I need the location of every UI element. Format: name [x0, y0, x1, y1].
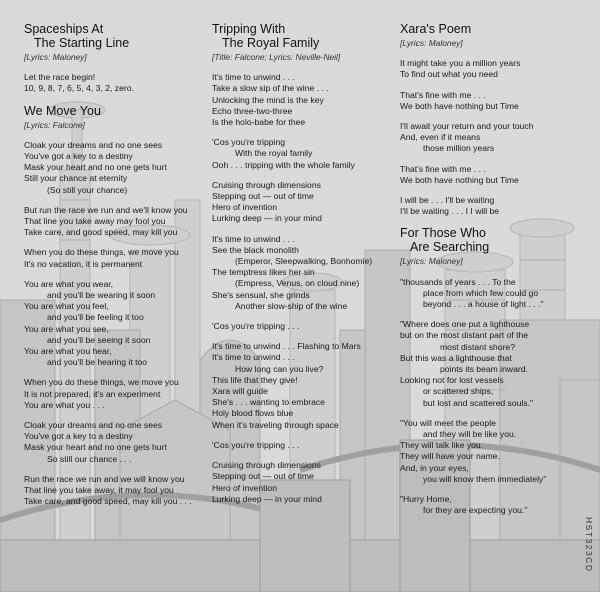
lyric-stanza [212, 341, 392, 431]
song-title: Tripping With [212, 22, 286, 36]
lyric-stanza [400, 494, 580, 516]
lyric-stanza [212, 440, 392, 451]
lyric-line: With the royal family [235, 148, 313, 159]
song-title: Xara's Poem [400, 22, 472, 36]
lyric-line: You've got a key to a destiny [24, 151, 133, 162]
lyric-line: To find out what you need [400, 69, 498, 80]
lyric-line: (Empress, Venus, on cloud nine) [235, 278, 360, 289]
lyric-line: Cruising through dimensions [212, 179, 321, 190]
lyric-line: Mask your heart and no one gets hurt [24, 162, 167, 173]
lyric-line: Cruising through dimensions [212, 460, 321, 471]
song-title: We Move You [24, 103, 101, 118]
lyrics-column-right [400, 22, 580, 526]
lyric-line: It's no vacation, it is permanent [24, 258, 143, 269]
lyric-stanza [24, 247, 204, 269]
lyric-line: those million years [423, 143, 495, 154]
lyric-line: She's sensual, she grinds [212, 289, 310, 300]
lyric-line: and you'll be seeing it soon [47, 334, 151, 345]
lyric-line: Stepping out — out of time [212, 191, 314, 202]
song-title: Spaceships At [24, 22, 104, 36]
lyric-line: "You will meet the people [400, 417, 496, 428]
lyric-stanza [212, 180, 392, 225]
lyric-stanza [24, 377, 204, 411]
song-credit: [Lyrics: Maloney] [24, 52, 87, 62]
lyric-line: Looking not for lost vessels [400, 375, 504, 386]
lyric-line: How long can you live? [235, 363, 324, 374]
lyric-line: Take a slow sip of the wine . . . [212, 83, 329, 94]
lyric-stanza [212, 234, 392, 312]
lyric-line: That line you take away may fool you [24, 216, 166, 227]
song-credit: [Lyrics: Falcone] [24, 119, 85, 130]
lyric-stanza [212, 72, 392, 128]
song-block [24, 104, 204, 508]
lyric-line: Lurking deep — in your mind [212, 213, 322, 224]
lyric-line: Let the race begin! [24, 72, 96, 83]
lyric-stanza [24, 279, 204, 369]
lyric-line: You are what you wear, [24, 278, 114, 289]
lyric-line: for they are expecting you." [423, 505, 528, 516]
lyric-stanza [24, 474, 204, 508]
lyric-line: You are what you see, [24, 323, 109, 334]
lyric-stanza [24, 420, 204, 465]
lyric-stanza [400, 195, 580, 217]
lyric-line: 'Cos you're tripping . . . [212, 439, 300, 450]
lyric-line: It's time to unwind . . . [212, 233, 295, 244]
lyric-line: "Hurry Home, [400, 494, 452, 505]
lyric-line: Lurking deep — in your mind [212, 493, 322, 504]
lyric-line: It might take you a million years [400, 58, 521, 69]
lyric-line: Holy blood flows blue [212, 408, 294, 419]
lyric-stanza [400, 319, 580, 409]
lyric-line: But this was a lighthouse that [400, 352, 512, 363]
lyric-line: (So still your chance) [47, 184, 128, 195]
lyric-line: See the black monolith [212, 244, 299, 255]
lyric-line: you will know them immediately" [423, 473, 547, 484]
song-credit: [Lyrics: Maloney] [400, 38, 463, 48]
lyric-line: We both have nothing but Time [400, 174, 519, 185]
lyric-line: Still your chance at eternity [24, 173, 128, 184]
lyrics-column-middle [212, 22, 392, 514]
lyric-line: Hero of invention [212, 482, 277, 493]
lyric-stanza [212, 321, 392, 332]
lyric-stanza [400, 418, 580, 485]
lyric-stanza [400, 277, 580, 311]
lyric-line: Cloak your dreams and no one sees [24, 139, 163, 150]
lyric-line: Take care, and good speed, may kill you . . . [24, 496, 192, 507]
lyric-line: beyond . . . a house of light . . ." [423, 299, 544, 310]
lyric-line: I'll await your return and your touch [400, 121, 534, 132]
song-block [24, 22, 204, 95]
song-title: For Those Who [400, 226, 486, 241]
song-block [400, 226, 580, 516]
lyric-line: So still our chance . . . [47, 453, 132, 464]
lyric-line: When it's traveling through space [212, 419, 339, 430]
lyric-line: Ooh . . . tripping with the whole family [212, 159, 355, 170]
lyric-stanza [400, 58, 580, 80]
lyric-line: Echo three-two-three [212, 105, 293, 116]
lyric-line: It is not prepared, it's an experiment [24, 388, 161, 399]
lyric-line: Xara will guide [212, 386, 268, 397]
lyric-stanza [212, 137, 392, 171]
lyric-line: 'Cos you're tripping [212, 137, 286, 148]
lyric-line: Another slow-ship of the wine [235, 300, 348, 311]
lyric-line: Hero of invention [212, 202, 277, 213]
lyric-line: It's time to unwind . . . [212, 352, 295, 363]
lyric-line: Mask your heart and no one gets hurt [24, 442, 167, 453]
lyric-line: points its beam inward. [440, 364, 528, 375]
lyric-line: (Emperor, Sleepwalking, Bonhomie) [235, 256, 373, 267]
lyric-line: We both have nothing but Time [400, 100, 519, 111]
lyric-line: "thousands of years . . . To the [400, 276, 516, 287]
lyric-line: That line you take away, it may fool you [24, 485, 174, 496]
song-block [400, 22, 580, 217]
lyric-line: This life that they give! [212, 374, 298, 385]
lyric-line: 'Cos you're tripping . . . [212, 321, 300, 332]
song-title: Are Searching [410, 240, 490, 255]
lyric-line: Is the holo-babe for thee [212, 117, 306, 128]
lyric-line: Cloak your dreams and no one sees [24, 420, 163, 431]
lyric-line: That's fine with me . . . [400, 89, 486, 100]
lyrics-column-left [24, 22, 204, 517]
lyric-line: Unlocking the mind is the key [212, 94, 324, 105]
lyric-line: Take care, and good speed, may kill you [24, 227, 178, 238]
lyric-line: When you do these things, we move you [24, 377, 179, 388]
lyric-stanza [24, 72, 204, 94]
lyric-line: most distant shore? [440, 341, 515, 352]
lyric-line: I will be . . . I'll be waiting [400, 195, 495, 206]
song-credit: [Lyrics: Maloney] [400, 256, 463, 267]
song-title: The Royal Family [222, 36, 320, 50]
lyric-line: And, in your eyes, [400, 462, 469, 473]
lyric-stanza [212, 460, 392, 505]
lyric-line: They will have your name. [400, 451, 500, 462]
lyric-line: and you'll be feeling it too [47, 312, 144, 323]
lyric-stanza [400, 121, 580, 155]
lyric-line: That's fine with me . . . [400, 163, 486, 174]
song-credit: [Title: Falcone; Lyrics: Neville-Neil] [212, 52, 341, 62]
lyric-line: They will talk like you. [400, 440, 484, 451]
lyric-line: You've got a key to a destiny [24, 431, 133, 442]
lyric-line: 10, 9, 8, 7, 6, 5, 4, 3, 2, zero. [24, 83, 134, 94]
lyric-line: You are what you feel, [24, 301, 109, 312]
lyric-line: place from which few could go [423, 287, 539, 298]
lyric-line: And, even if it means [400, 132, 481, 143]
lyric-stanza [400, 90, 580, 112]
lyric-line: or scattered ships, [423, 386, 494, 397]
lyric-line: Run the race we run and we will know you [24, 473, 185, 484]
lyric-line: Stepping out — out of time [212, 471, 314, 482]
lyric-line: But run the race we run and we'll know you [24, 204, 188, 215]
lyric-stanza [24, 205, 204, 239]
catalog-number: HST323CD [584, 516, 594, 572]
lyric-line: but lost and scattered souls." [423, 397, 534, 408]
lyric-stanza [24, 140, 204, 196]
lyric-line: When you do these things, we move you [24, 247, 179, 258]
lyric-line: I'll be waiting . . . I I will be [400, 206, 500, 217]
lyric-line: She's . . . wanting to embrace [212, 397, 325, 408]
lyric-line: You are what you hear, [24, 346, 112, 357]
lyric-line: but on the most distant part of the [400, 330, 529, 341]
lyric-line: and you'll be hearing it too [47, 357, 148, 368]
lyric-line: It's time to unwind . . . [212, 72, 295, 83]
lyric-line: You are what you . . . [24, 399, 105, 410]
song-title: The Starting Line [34, 36, 130, 50]
lyric-line: It's time to unwind . . . Flashing to Mars [212, 341, 361, 352]
lyric-line: The temptress likes her sin [212, 267, 315, 278]
lyric-line: and you'll be wearing it soon [47, 290, 156, 301]
lyric-line: and they will be like you. [423, 429, 517, 440]
lyric-stanza [400, 164, 580, 186]
song-block [212, 22, 392, 505]
lyric-line: "Where does one put a lighthouse [400, 319, 530, 330]
